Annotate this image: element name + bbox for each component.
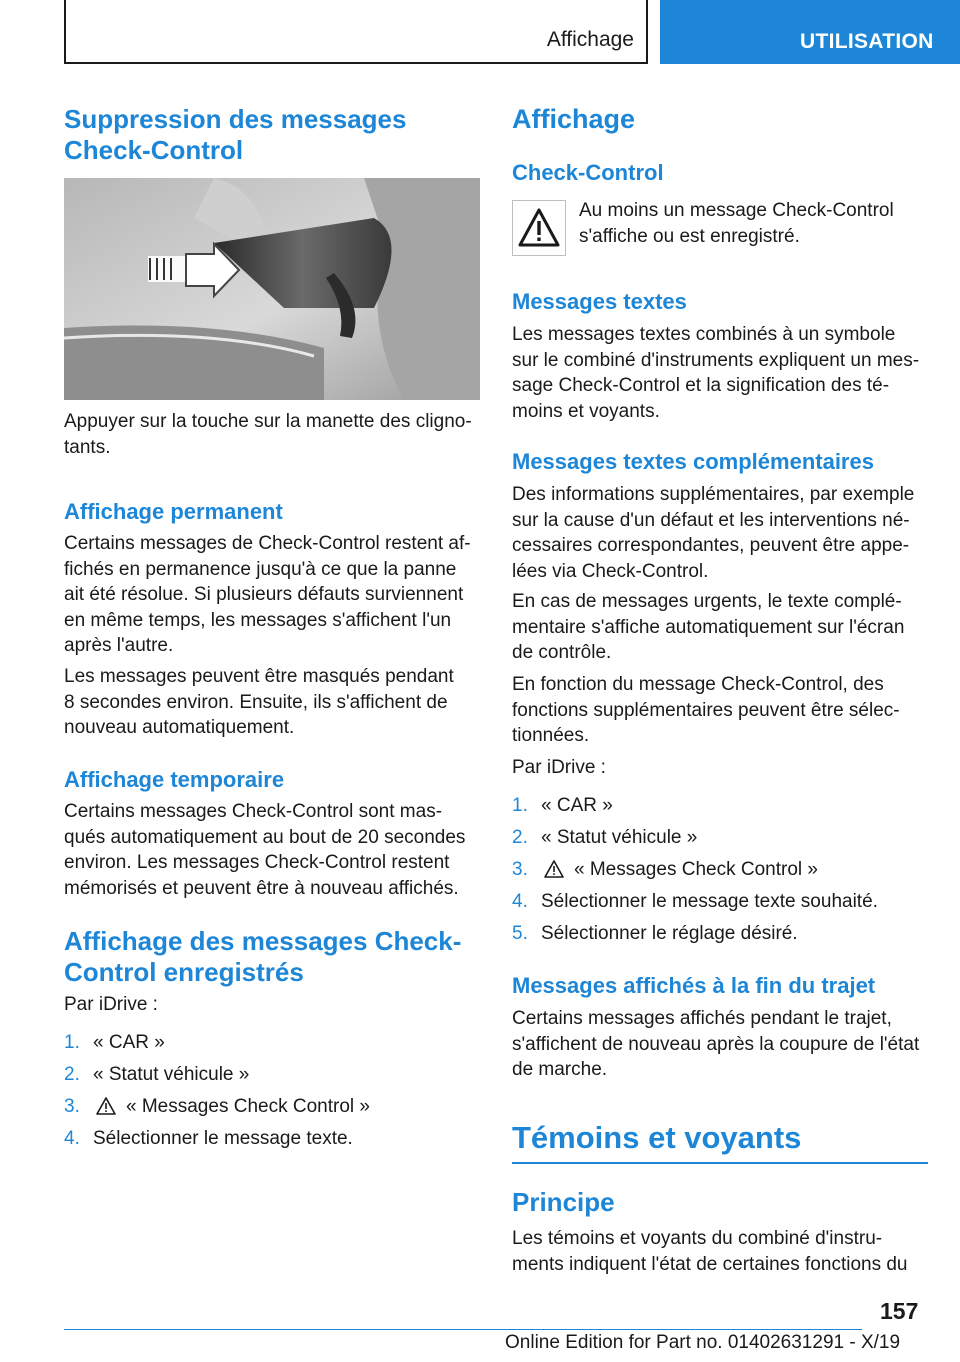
intro-idrive-left: Par iDrive : <box>64 994 158 1015</box>
warning-triangle-icon <box>513 201 565 255</box>
warning-symbol-box <box>512 200 566 256</box>
running-header <box>64 0 648 64</box>
section-title-temoins: Témoins et voyants <box>512 1120 802 1155</box>
list-item: 3. « Messages Check Control » <box>64 1096 370 1117</box>
paragraph-complementaires-1: Des informations supplémentaires, par exemple sur la cause d'un défaut et les interventions né- cessaires correspondantes, peuvent être appe- lées via Check-Control. <box>512 484 915 582</box>
list-item: 4. Sélectionner le message texte souhaité. <box>512 891 878 912</box>
warning-triangle-icon <box>544 860 564 878</box>
warning-description: Au moins un message Check-Control s'affiche ou est enregistré. <box>579 200 894 247</box>
footer-edition: Online Edition for Part no. 01402631291 - X/19 <box>505 1332 901 1353</box>
section-rule <box>512 1162 928 1164</box>
intro-idrive-right: Par iDrive : <box>512 757 606 778</box>
list-item: 1. « CAR » <box>512 795 613 816</box>
paragraph-permanent-2: Les messages peuvent être masqués pendant 8 secondes environ. Ensuite, ils s'affichent de nouveau automatiquement. <box>64 666 454 738</box>
list-item: 3. « Messages Check Control » <box>512 859 818 880</box>
paragraph-fin-trajet: Certains messages affichés pendant le trajet, s'affichent de nouveau après la coupure de l'état de marche. <box>512 1008 920 1080</box>
paragraph-permanent-1: Certains messages de Check-Control restent af- fichés en permanence jusqu'à ce que la panne ait été résolue. Si plusieurs défauts surviennent en même temps, les messages s'affichent l'un après l'autre. <box>64 533 471 656</box>
heading-affichage-temporaire: Affichage temporaire <box>64 767 285 792</box>
paragraph-complementaires-2: En cas de messages urgents, le texte complé- mentaire s'affiche automatiquement sur l'écran de contrôle. <box>512 591 905 663</box>
page-number: 157 <box>880 1298 919 1324</box>
paragraph-messages-textes: Les messages textes combinés à un symbole sur le combiné d'instruments expliquent un mes- sage Check-Control et la signification des té- moins et voyants. <box>512 324 920 422</box>
heading-messages-complementaires: Messages textes complémentaires <box>512 449 874 474</box>
header-section-title: Affichage <box>546 28 634 51</box>
list-item: 1. « CAR » <box>64 1032 165 1053</box>
section-title-suppression: Suppression des messages Check-Control <box>64 104 407 165</box>
list-item: 5. Sélectionner le réglage désiré. <box>512 923 798 944</box>
heading-stored-messages: Affichage des messages Check- Control enregistrés <box>64 926 462 987</box>
heading-fin-trajet: Messages affichés à la fin du trajet <box>512 973 876 998</box>
turn-signal-lever-photo <box>64 178 480 400</box>
paragraph-complementaires-3: En fonction du message Check-Control, des fonctions supplémentaires peuvent être sélec- tionnées. <box>512 674 900 746</box>
warning-triangle-icon <box>96 1097 116 1115</box>
paragraph-principe: Les témoins et voyants du combiné d'instru- ments indiquent l'état de certaines fonctions du <box>512 1228 908 1275</box>
chapter-tab: UTILISATION <box>660 0 960 64</box>
list-item: 2. « Statut véhicule » <box>64 1064 250 1085</box>
list-item: 4. Sélectionner le message texte. <box>64 1128 353 1149</box>
footer-rule <box>64 1329 862 1330</box>
heading-principe: Principe <box>512 1187 615 1217</box>
paragraph-temporaire: Certains messages Check-Control sont mas- qués automatiquement au bout de 20 secondes environ. Les messages Check-Control restent mémorisés et peuvent être à nouveau affichés. <box>64 801 466 899</box>
heading-affichage-permanent: Affichage permanent <box>64 499 283 524</box>
steps-list-left <box>64 1031 480 1159</box>
steps-list-right <box>512 794 928 954</box>
list-item: 2. « Statut véhicule » <box>512 827 698 848</box>
heading-messages-textes: Messages textes <box>512 289 687 314</box>
page-title-affichage: Affichage <box>512 104 636 134</box>
heading-check-control: Check-Control <box>512 160 664 185</box>
photo-caption: Appuyer sur la touche sur la manette des cligno- tants. <box>64 411 472 458</box>
